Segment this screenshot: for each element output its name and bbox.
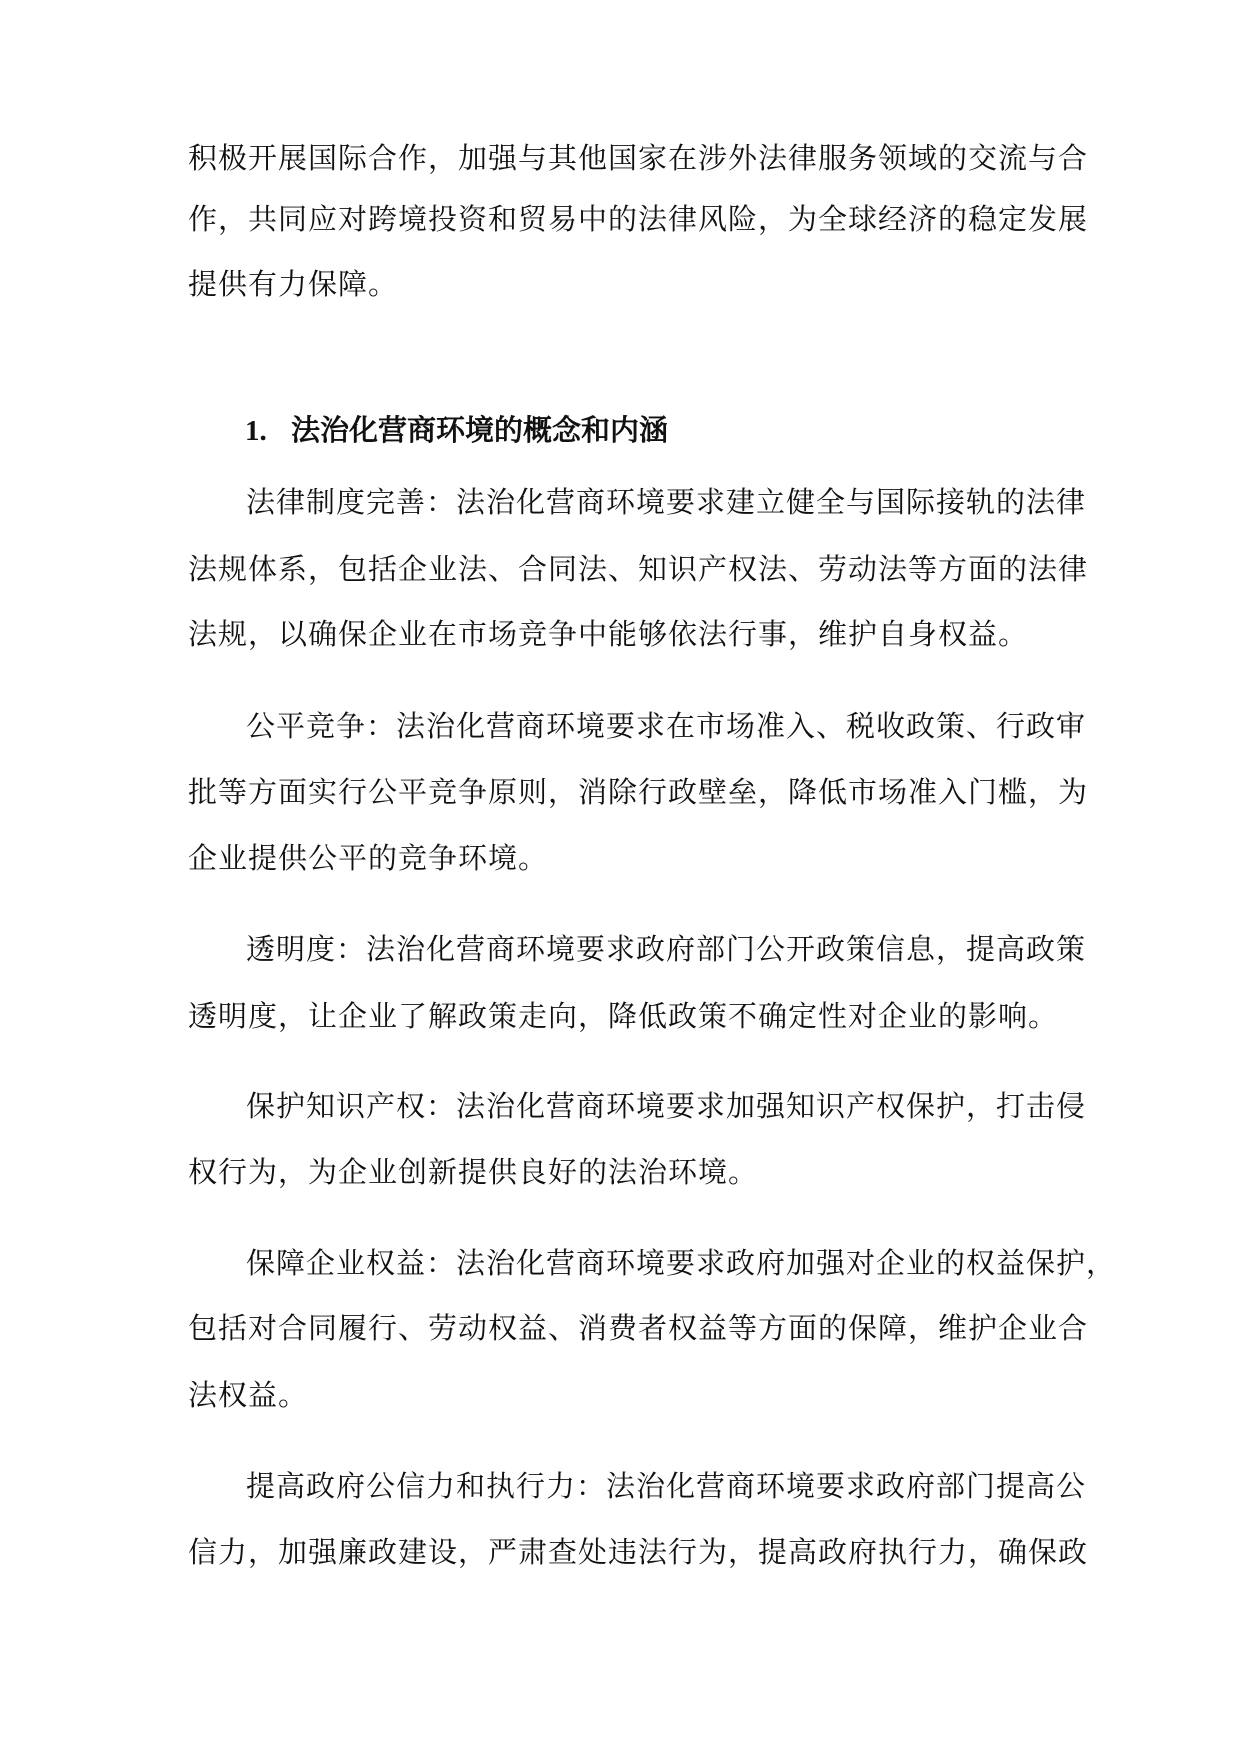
intro-line-2: 作，共同应对跨境投资和贸易中的法律风险，为全球经济的稳定发展 <box>188 202 1089 236</box>
intro-line-1: 积极开展国际合作，加强与其他国家在涉外法律服务领域的交流与合 <box>188 141 1089 175</box>
paragraph-transparency-line-1: 透明度：法治化营商环境要求政府部门公开政策信息，提高政策 <box>246 932 1087 966</box>
paragraph-legal-system-line-2: 法规体系，包括企业法、合同法、知识产权法、劳动法等方面的法律 <box>188 552 1089 586</box>
paragraph-government-credibility-line-1: 提高政府公信力和执行力：法治化营商环境要求政府部门提高公 <box>246 1469 1087 1503</box>
paragraph-legal-system-line-1: 法律制度完善：法治化营商环境要求建立健全与国际接轨的法律 <box>246 485 1087 519</box>
paragraph-enterprise-rights-line-1: 保障企业权益：法治化营商环境要求政府加强对企业的权益保护， <box>246 1246 1117 1280</box>
paragraph-fair-competition-line-1: 公平竞争：法治化营商环境要求在市场准入、税收政策、行政审 <box>246 709 1087 743</box>
section-title: 法治化营商环境的概念和内涵 <box>291 413 669 447</box>
paragraph-ip-protection-line-1: 保护知识产权：法治化营商环境要求加强知识产权保护，打击侵 <box>246 1089 1087 1123</box>
section-number: 1. <box>245 415 267 447</box>
paragraph-enterprise-rights-line-2: 包括对合同履行、劳动权益、消费者权益等方面的保障，维护企业合 <box>188 1311 1089 1345</box>
paragraph-transparency-line-2: 透明度，让企业了解政策走向，降低政策不确定性对企业的影响。 <box>188 999 1059 1033</box>
paragraph-fair-competition-line-2: 批等方面实行公平竞争原则，消除行政壁垒，降低市场准入门槛，为 <box>188 775 1089 809</box>
paragraph-government-credibility-line-2: 信力，加强廉政建设，严肃查处违法行为，提高政府执行力，确保政 <box>188 1535 1089 1569</box>
paragraph-legal-system-line-3: 法规，以确保企业在市场竞争中能够依法行事，维护自身权益。 <box>188 617 1029 651</box>
intro-line-3: 提供有力保障。 <box>188 267 399 301</box>
section-heading <box>245 410 668 450</box>
paragraph-enterprise-rights-line-3: 法权益。 <box>188 1378 309 1412</box>
paragraph-fair-competition-line-3: 企业提供公平的竞争环境。 <box>188 841 549 875</box>
paragraph-ip-protection-line-2: 权行为，为企业创新提供良好的法治环境。 <box>188 1155 759 1189</box>
